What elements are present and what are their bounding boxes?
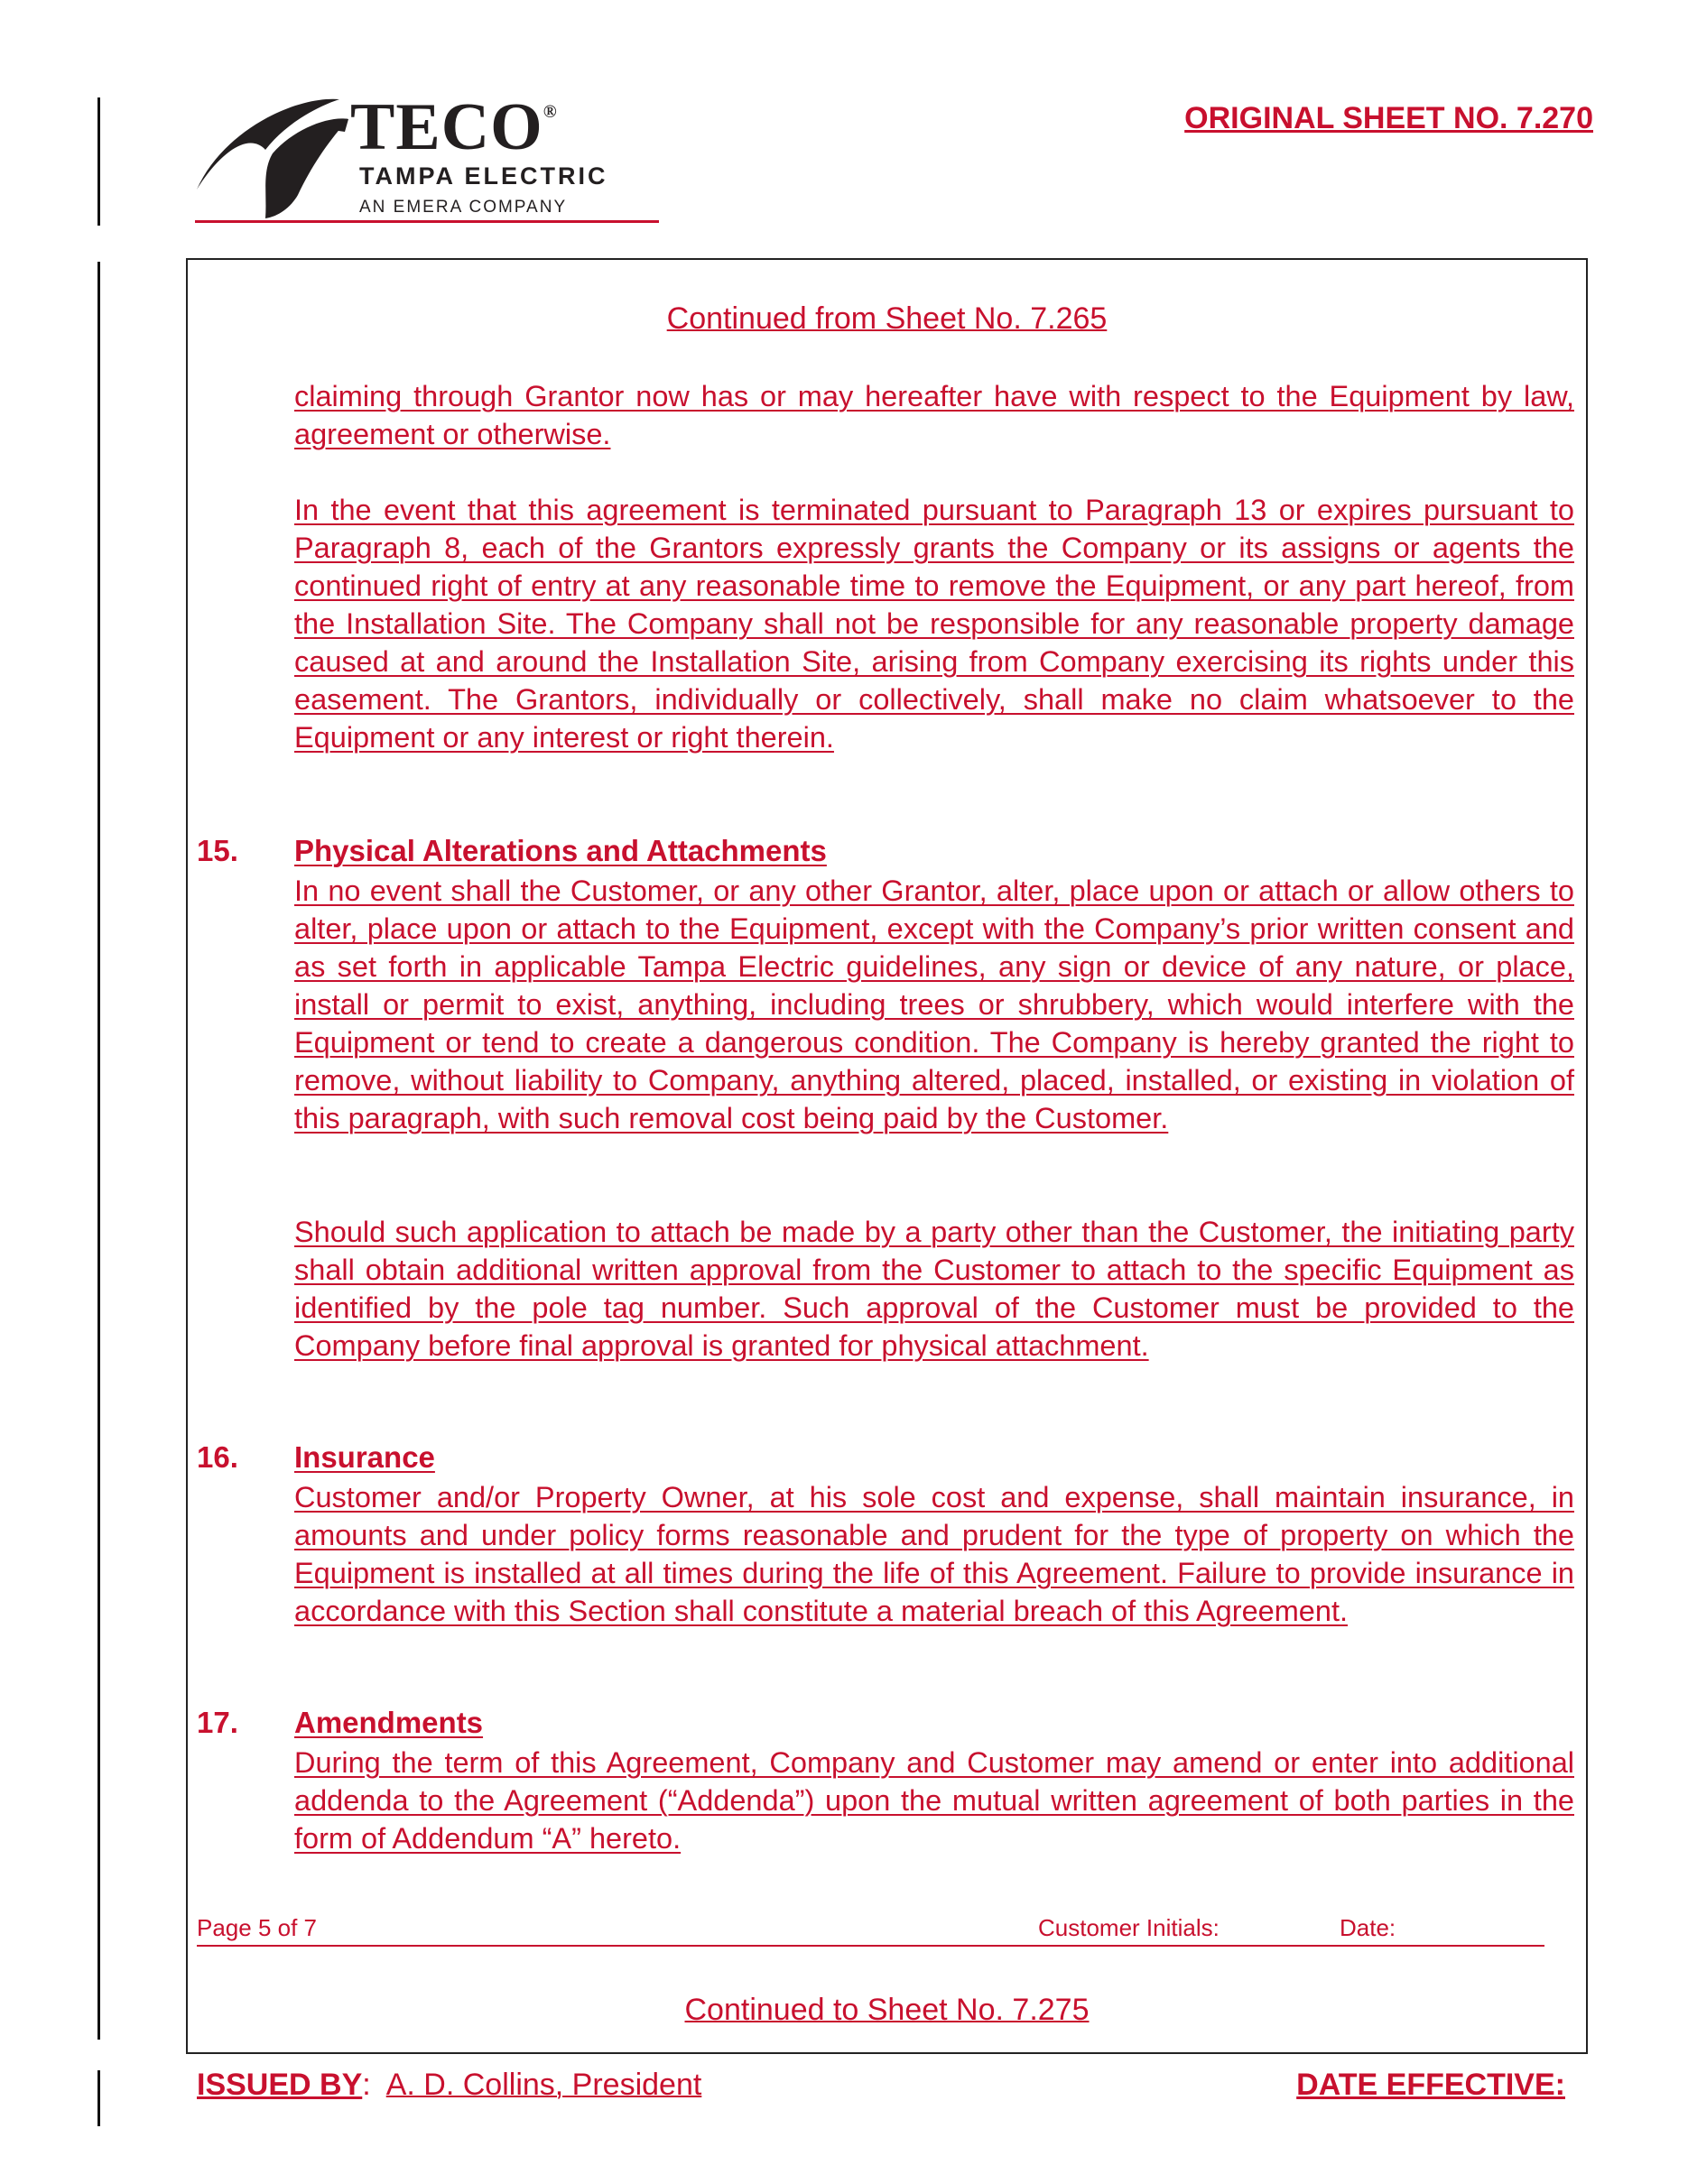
date-effective-label: DATE EFFECTIVE: — [1296, 2068, 1565, 2102]
customer-initials-label: Customer Initials: — [1038, 1914, 1220, 1941]
paragraph-intro: claiming through Grantor now has or may hereafter have with respect to the Equipment by law, agreement or otherwise. — [294, 380, 1574, 450]
registered-mark: ® — [543, 102, 558, 122]
section-15-title: Physical Alterations and Attachments — [294, 834, 827, 867]
issued-by — [197, 2068, 701, 2103]
revision-bar-top — [97, 97, 100, 226]
section-16-number: 16. — [197, 1440, 238, 1474]
logo-underline — [195, 220, 659, 223]
section-17-title: Amendments — [294, 1706, 484, 1739]
section-16-heading — [197, 1440, 435, 1475]
section-17-heading — [197, 1706, 483, 1740]
issued-by-label: ISSUED BY — [197, 2068, 363, 2102]
logo-emera-company: AN EMERA COMPANY — [359, 198, 568, 217]
section-15-paragraph-2: Should such application to attach be made by a party other than the Customer, the initiating party shall obtain additional written approval from the Customer to attach to the specific Equipment as identified by the pole tag number. Such approval of the Customer must be provided to the Company before final approval is granted for physical attachment. — [294, 1216, 1574, 1362]
section-15-heading — [197, 834, 827, 868]
section-16-title: Insurance — [294, 1440, 435, 1474]
section-16-paragraph: Customer and/or Property Owner, at his sole cost and expense, shall maintain insurance, in amounts and under policy forms reasonable and prudent for the type of property on which the Equipment is installed at all times during the life of this Agreement. Failure to provide insurance in accordance with this Section shall constitute a material breach of this Agreement. — [294, 1481, 1574, 1627]
section-15-number: 15. — [197, 834, 238, 867]
sheet-number: ORIGINAL SHEET NO. 7.270 — [1184, 101, 1593, 135]
issued-by-separator: : — [362, 2068, 386, 2102]
date-label: Date: — [1340, 1914, 1396, 1941]
continued-from: Continued from Sheet No. 7.265 — [666, 301, 1108, 336]
revision-bar-bottom — [97, 2070, 100, 2126]
section-17-number: 17. — [197, 1706, 238, 1739]
continued-to: Continued to Sheet No. 7.275 — [684, 1993, 1090, 2027]
section-15-paragraph-1: In no event shall the Customer, or any other Grantor, alter, place upon or attach or allow others to alter, place upon or attach to the Equipment, except with the Company’s prior written consent and as set forth in applicable Tampa Electric guidelines, any sign or device of any nature, or place, install or permit to exist, anything, including trees or shrubbery, which would interfere with the Equipment or tend to create a dangerous condition. The Company is hereby granted the right to remove, without liability to Company, anything altered, placed, installed, or existing in violation of this paragraph, with such removal cost being paid by the Customer. — [294, 875, 1574, 1134]
page-number: Page 5 of 7 — [197, 1914, 317, 1941]
footer-signature-line — [197, 1945, 1544, 1947]
logo-wordmark: TECO® — [350, 90, 558, 164]
paragraph-termination: In the event that this agreement is terminated pursuant to Paragraph 13 or expires pursuant to Paragraph 8, each of the Grantors expressly grants the Company or its assigns or agents the continued right of entry at any reasonable time to remove the Equipment, or any part hereof, from the Installation Site. The Company shall not be responsible for any reasonable property damage caused at and around the Installation Site, arising from Company exercising its rights under this easement. The Grantors, individually or collectively, shall make no claim whatsoever to the Equipment or any interest or right therein. — [294, 494, 1574, 754]
issued-by-name: A. D. Collins, President — [385, 2068, 702, 2102]
logo-tampa-electric: TAMPA ELECTRIC — [359, 162, 608, 190]
section-17-paragraph: During the term of this Agreement, Company and Customer may amend or enter into additional addenda to the Agreement (“Addenda”) upon the mutual written agreement of both parties in the form of Addendum “A” hereto. — [294, 1746, 1574, 1855]
revision-bar-middle — [97, 262, 100, 2040]
